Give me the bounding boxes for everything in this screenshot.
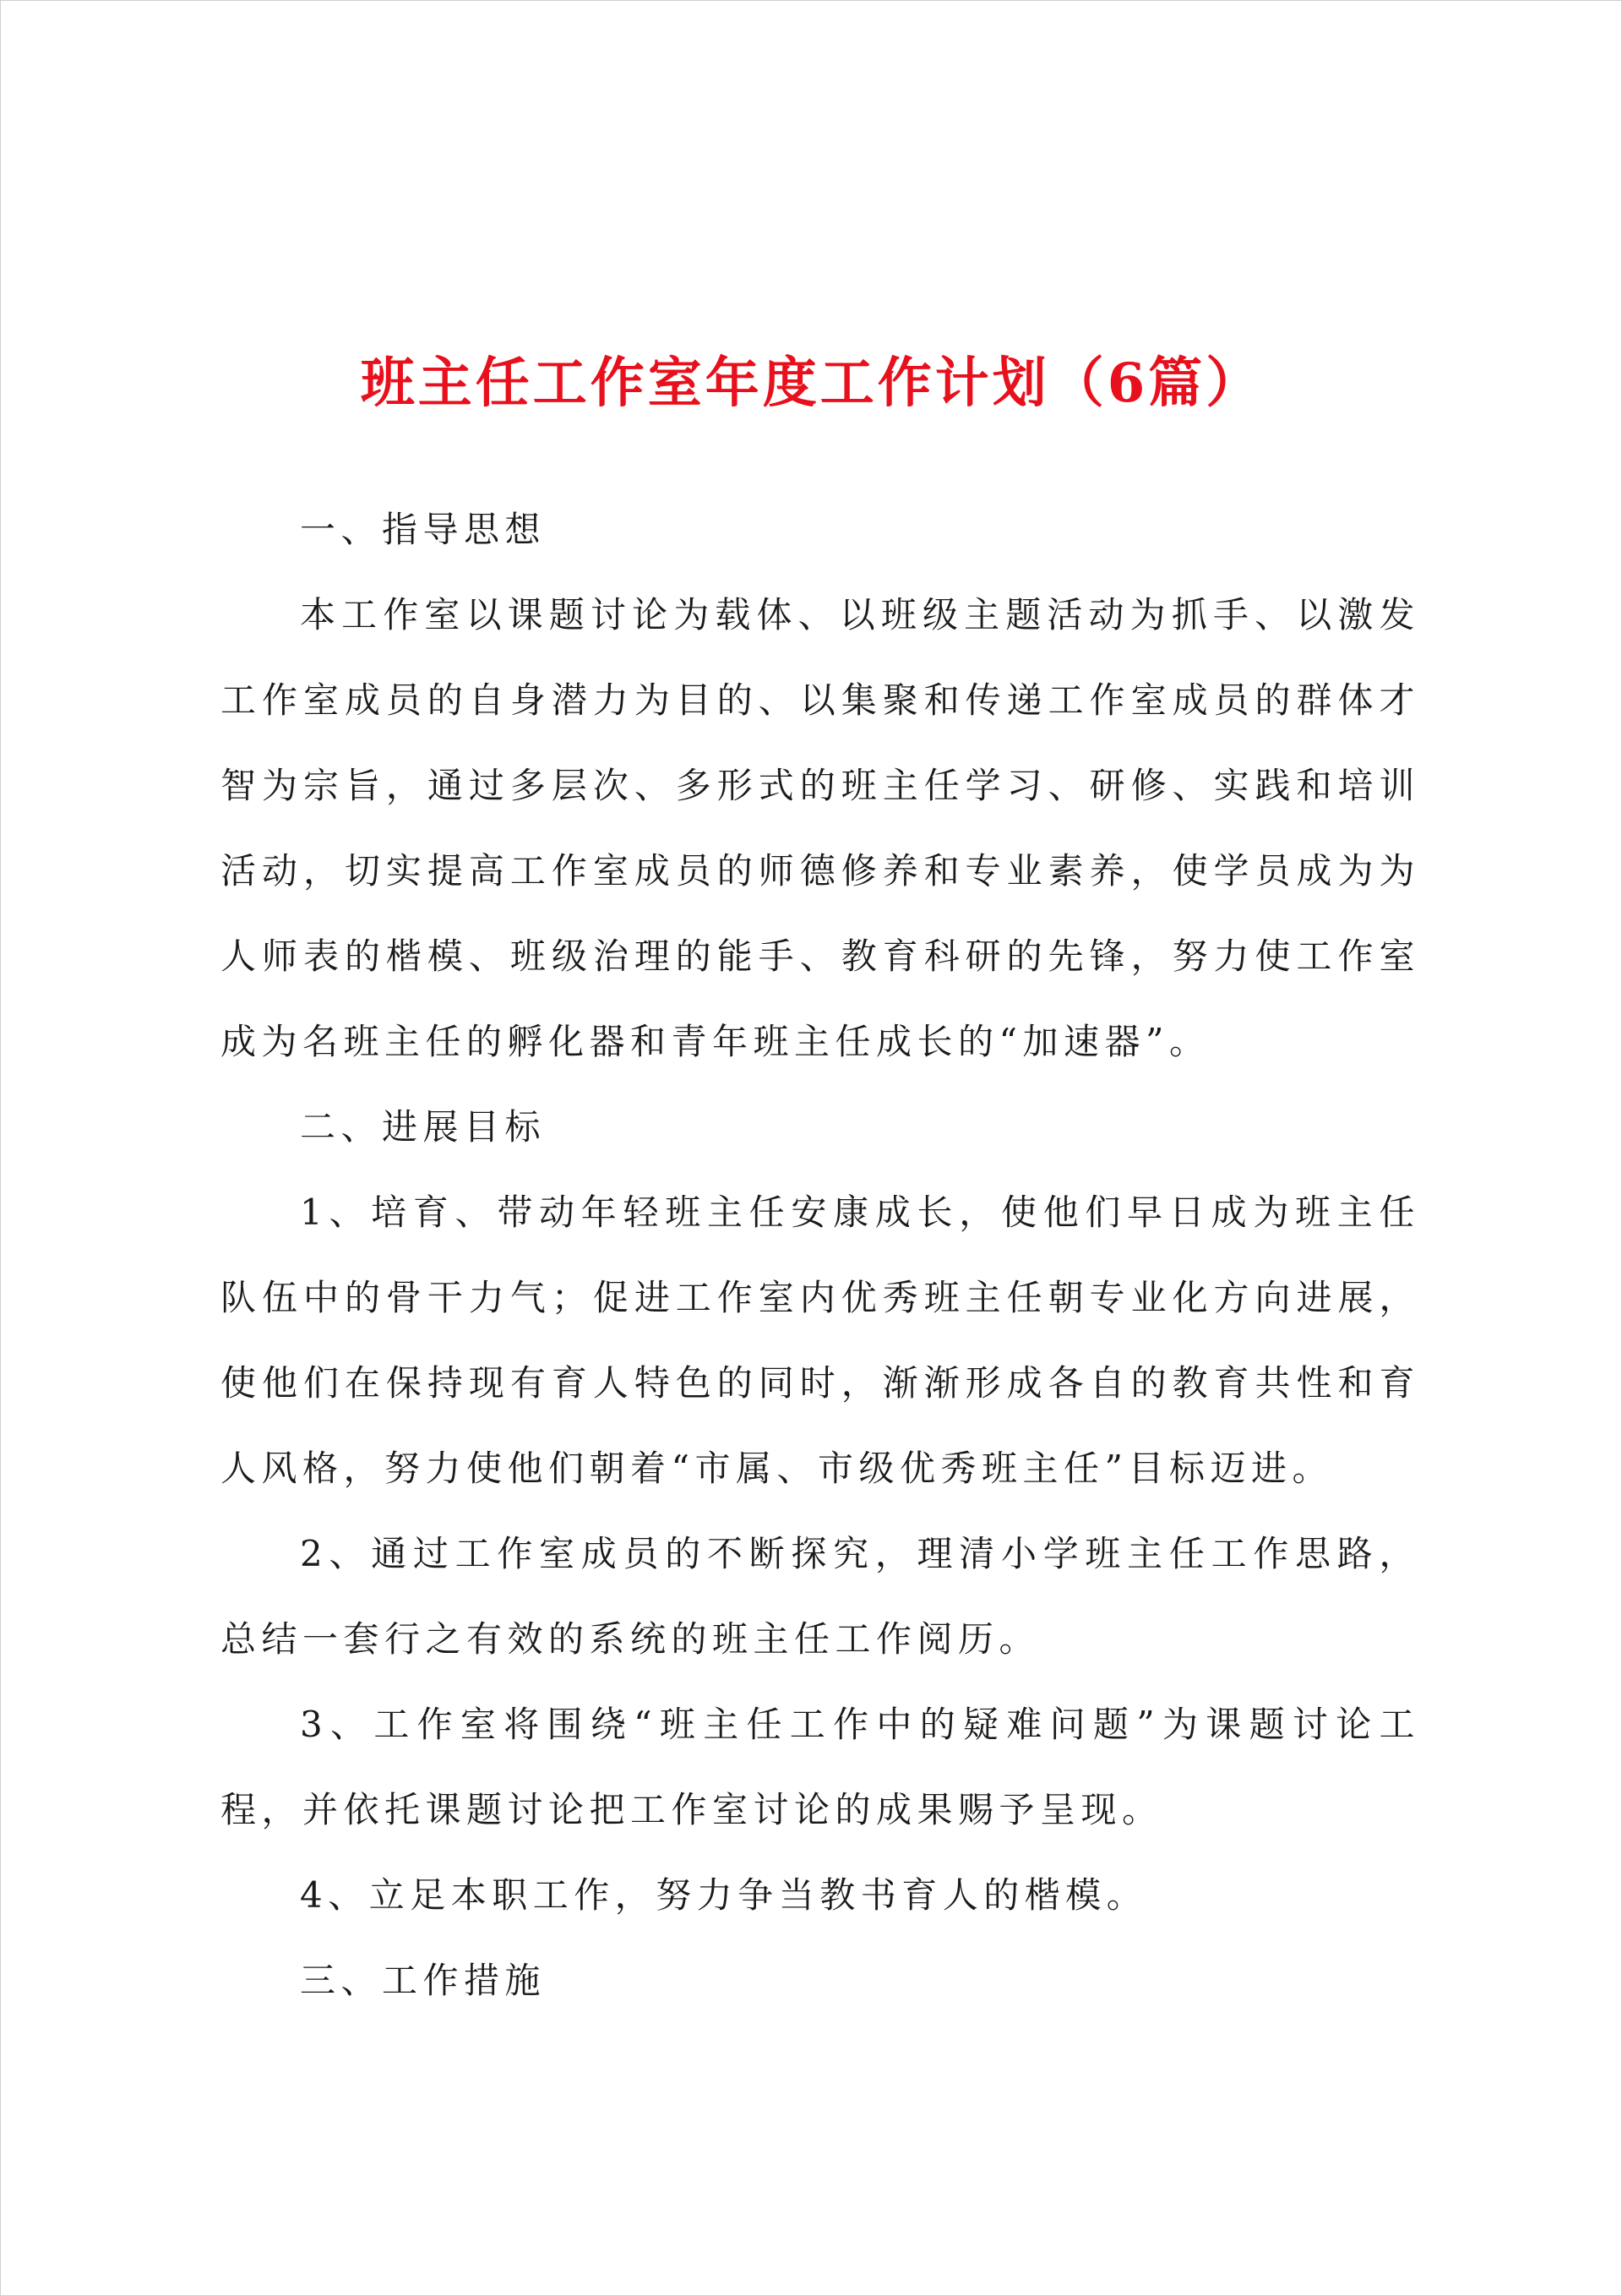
section-heading-measures: 三、工作措施 [300, 1960, 547, 2001]
paragraph-guiding-thought: 本工作室以课题讨论为载体、以班级主题活动为抓手、以激发工作室成员的自身潜力为目的、以集聚和传递工作室成员的群体才智为宗旨，通过多层次、多形式的班主任学习、研修、实践和培训活动，切实提高工作室成员的师德修养和专业素养，使学员成为为人师表的楷模、班级治理的能手、教育科研的先锋，努力使工作室成为名班主任的孵化器和青年班主任成长的“加速器”。 [220, 594, 1420, 1062]
section-heading-goals: 二、进展目标 [300, 1106, 547, 1148]
paragraph-goal-2: 2、通过工作室成员的不断探究，理清小学班主任工作思路，总结一套行之有效的系统的班主任工作阅历。 [220, 1533, 1420, 1660]
paragraph-goal-3: 3、工作室将围绕“班主任工作中的疑难问题”为课题讨论工程，并依托课题讨论把工作室讨论的成果赐予呈现。 [220, 1704, 1420, 1830]
document-title: 班主任工作室年度工作计划（6篇） [360, 352, 1264, 415]
document-body [220, 487, 1420, 2023]
paragraph-goal-1: 1、培育、带动年轻班主任安康成长，使他们早日成为班主任队伍中的骨干力气；促进工作室内优秀班主任朝专业化方向进展，使他们在保持现有育人特色的同时，渐渐形成各自的教育共性和育人风格，努力使他们朝着“市属、市级优秀班主任”目标迈进。 [220, 1192, 1420, 1489]
section-heading-guiding-thought: 一、指导思想 [300, 509, 547, 550]
paragraph-goal-4: 4、立足本职工作，努力争当教书育人的楷模。 [300, 1874, 1148, 1916]
